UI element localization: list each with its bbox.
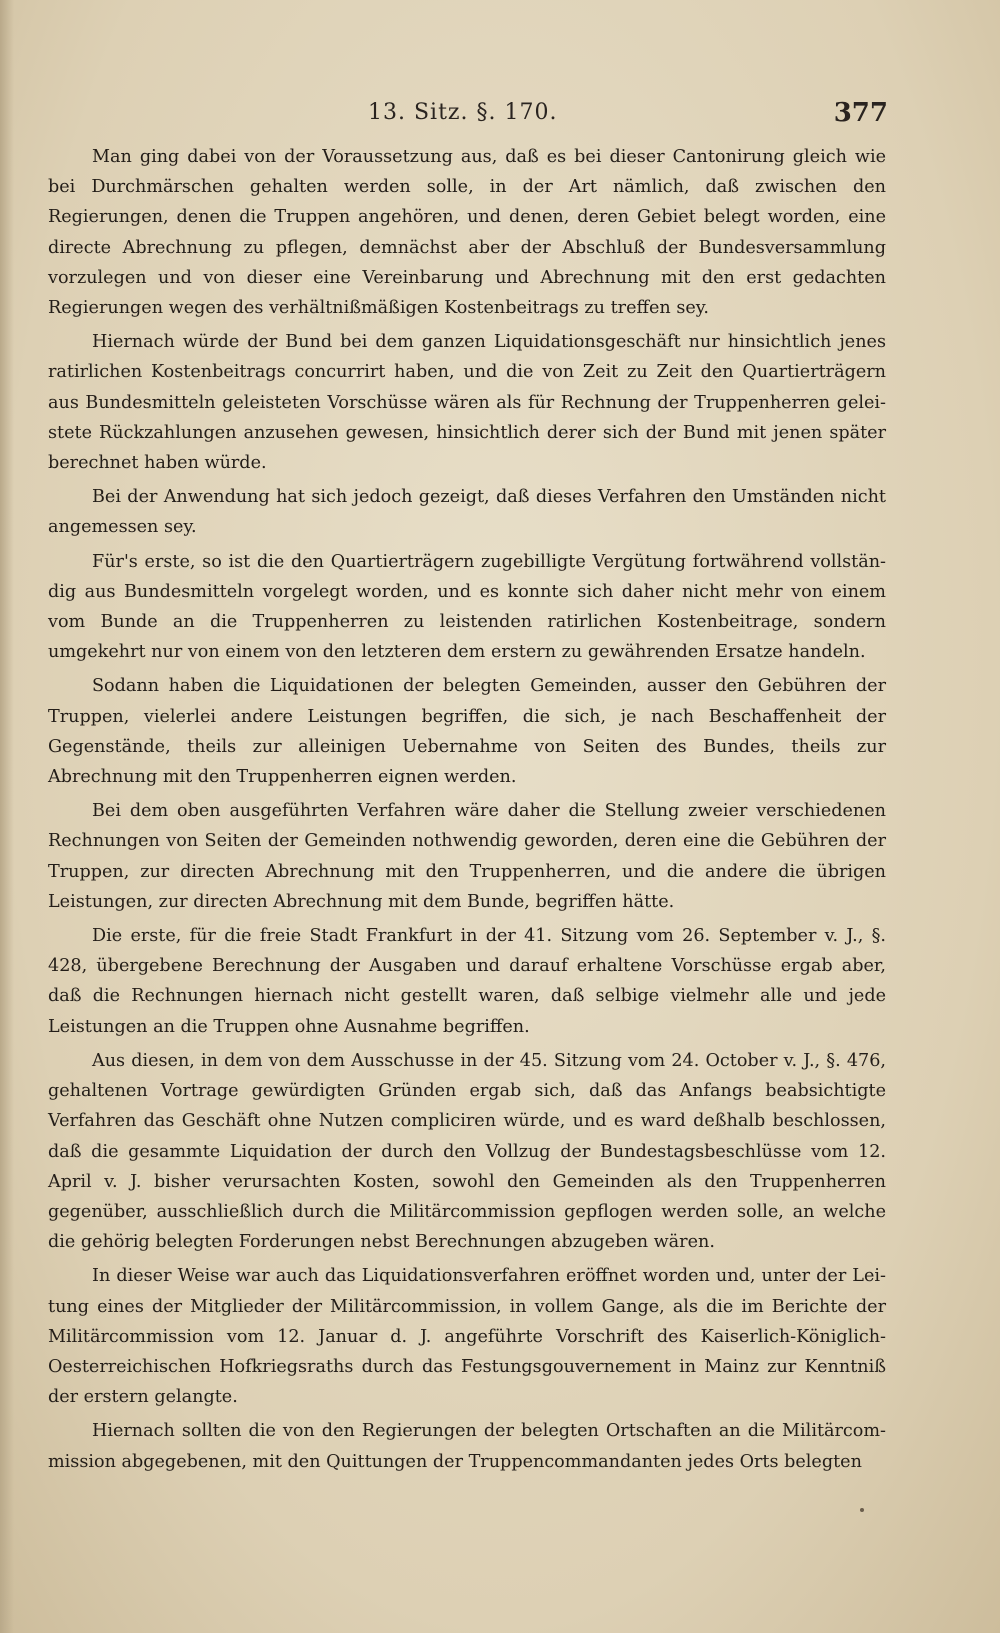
paragraph: Bei der Anwendung hat sich jedoch gezeigt, daß dieses Verfahren den Umständen nicht angemessen sey.: [48, 487, 886, 538]
paragraph: Für's erste, so ist die den Quartierträgern zugebilligte Vergütung fortwährend vollständig aus Bundesmitteln vorgelegt worden, und es konnte sich daher nicht mehr von einem vom Bunde an die Truppenherren zu leistenden ratirlichen Kostenbeitrage, sondern umgekehrt nur von einem von den letzteren dem erstern zu gewährenden Ersatze handeln.: [48, 551, 886, 663]
running-head: 13. Sitz. §. 170.: [368, 100, 558, 125]
paragraph: Sodann haben die Liquidationen der belegten Gemeinden, ausser den Gebühren der Truppen, vielerlei andere Leistungen begriffen, die sich, je nach Beschaffenheit der Gegenstände, theils zur alleinigen Uebernahme von Seiten des Bundes, theils zur Abrechnung mit den Truppenherren eignen werden.: [48, 676, 886, 788]
paragraph: Man ging dabei von der Voraussetzung aus, daß es bei dieser Cantonirung gleich wie bei Durchmärschen gehalten werden solle, in der Art nämlich, daß zwischen den Regierungen, denen die Truppen angehören, und denen, deren Gebiet belegt worden, eine directe Abrechnung zu pflegen, demnächst aber der Abschluß der Bundesversammlung vorzulegen und von dieser eine Vereinbarung und Abrechnung mit den erst gedachten Regierungen wegen des verhältnißmäßigen Kostenbeitrags zu treffen sey.: [48, 147, 886, 319]
page-header: [48, 98, 888, 132]
page-gutter-shadow: [0, 0, 14, 1633]
paragraph: Hiernach würde der Bund bei dem ganzen Liquidationsgeschäft nur hinsichtlich jenes ratirlichen Kostenbeitrags concurrirt haben, und die von Zeit zu Zeit den Quartierträgern aus Bundesmitteln geleisteten Vorschüsse wären als für Rechnung der Truppenherren geleistete Rückzahlungen anzusehen gewesen, hinsichtlich derer sich der Bund mit jenen später berechnet haben würde.: [48, 332, 886, 474]
ink-speck: [860, 1508, 864, 1512]
page-number: 377: [833, 98, 888, 128]
paragraph: Aus diesen, in dem von dem Ausschusse in der 45. Sitzung vom 24. October v. J., §. 476, gehaltenen Vortrage gewürdigten Gründen ergab sich, daß das Anfangs beabsichtigte Verfahren das Geschäft ohne Nutzen compliciren würde, und es ward deßhalb beschlossen, daß die gesammte Liquidation der durch den Vollzug der Bundestagsbeschlüsse vom 12. April v. J. bisher verursachten Kosten, sowohl den Gemeinden als den Truppenherren gegenüber, ausschließlich durch die Militärcommission gepflogen werden solle, an welche die gehörig belegten Forderungen nebst Berechnungen abzugeben wären.: [48, 1050, 886, 1253]
paragraph: Die erste, für die freie Stadt Frankfurt in der 41. Sitzung vom 26. September v. J., §. 428, übergebene Berechnung der Ausgaben und darauf erhaltene Vorschüsse ergab aber, daß die Rechnungen hiernach nicht gestellt waren, daß selbige vielmehr alle und jede Leistungen an die Truppen ohne Ausnahme begriffen.: [48, 926, 886, 1037]
paragraph: Bei dem oben ausgeführten Verfahren wäre daher die Stellung zweier verschiedenen Rechnungen von Seiten der Gemeinden nothwendig geworden, deren eine die Gebühren der Truppen, zur directen Abrechnung mit den Truppenherren, und die andere die übrigen Leistungen, zur directen Abrechnung mit dem Bunde, begriffen hätte.: [48, 801, 886, 912]
paragraph: In dieser Weise war auch das Liquidationsverfahren eröffnet worden und, unter der Leitung eines der Mitglieder der Militärcommission, in vollem Gange, als die im Berichte der Militärcommission vom 12. Januar d. J. angeführte Vorschrift des Kaiserlich-Königlich-Oesterreichischen Hofkriegsraths durch das Festungsgouvernement in Mainz zur Kenntniß der erstern gelangte.: [48, 1266, 886, 1408]
body-text: [48, 142, 886, 1481]
paragraph: Hiernach sollten die von den Regierungen der belegten Ortschaften an die Militärcommission abgegebenen, mit den Quittungen der Truppencommandanten jedes Orts belegten: [48, 1421, 886, 1472]
